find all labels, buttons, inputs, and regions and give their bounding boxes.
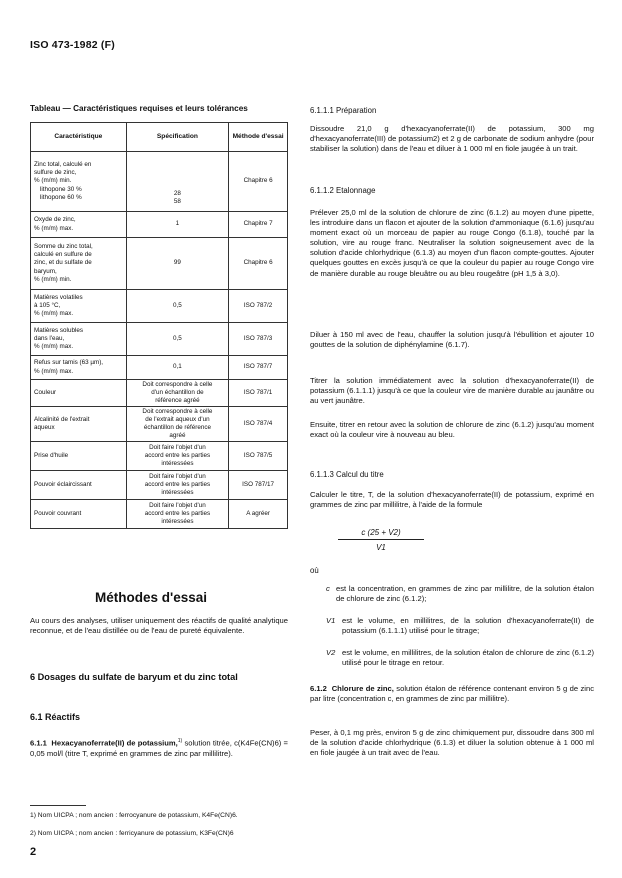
cell-specification <box>126 356 229 380</box>
definition-v1: est le volume, en millilitres, de la solution d'hexacyanoferrate(II) de potassium (6.1.1.1) utilisé pour le titrage; <box>342 616 594 636</box>
symbol-c: c <box>326 584 330 593</box>
characteristic-subline: lithopone 60 % <box>40 193 82 201</box>
cell-method: ISO 787/5 <box>229 442 288 471</box>
specification-line: accord entre les parties <box>144 452 211 460</box>
section-6-title: 6 Dosages du sulfate de baryum et du zinc total <box>30 672 238 682</box>
table-row <box>31 407 288 442</box>
cell-characteristic <box>31 212 127 238</box>
cell-method: ISO 787/2 <box>229 290 288 323</box>
specification-line: Doit faire l'objet d'un <box>149 444 206 452</box>
footnote-ref-1: 1) <box>177 738 183 744</box>
cell-characteristic <box>31 356 127 380</box>
section-6-1-2-text: solution étalon de référence contenant environ 5 g de zinc par litre (concentration c, en grammes de zinc par millilitre). <box>310 684 594 704</box>
characteristic-subline: lithopone 30 % <box>40 185 82 193</box>
specification-line: accord entre les parties <box>144 510 211 518</box>
page-number: 2 <box>30 846 37 858</box>
standard-header: ISO 473-1982 (F) <box>30 39 115 51</box>
characteristic-line: Refus sur tamis (63 µm), <box>34 359 104 367</box>
cell-characteristic <box>31 380 127 407</box>
cell-specification <box>126 442 229 471</box>
section-6-1-1-2-para-3: Titrer la solution immédiatement avec la solution d'hexacyanoferrate(II) de potassium (6.1.1.1) jusqu'à ce que la couleur vire de manière durable au jaunâtre ou au vert jaunâtre. <box>310 376 594 406</box>
formula-denominator: V1 <box>376 543 386 552</box>
table-row <box>31 380 288 407</box>
characteristic-line: baryum, <box>34 267 57 275</box>
col-header-method: Méthode d'essai <box>229 123 288 152</box>
specification-line: Doit faire l'objet d'un <box>149 502 206 510</box>
section-6-1-2 <box>310 684 594 704</box>
section-6-1-1-2-para-1: Prélever 25,0 ml de la solution de chlorure de zinc (6.1.2) au moyen d'une pipette, les introduire dans un flacon et ajouter de la solution d'ammoniaque (6.1.6) jusqu'au moment exact où un morceau de papier au rouge Congo (6.1.8), touché par la solution, vire au rouge franc. Neutraliser la solution soigneusement avec de la solution d'acide chlorhydrique (6.1.3) au moyen d'un flacon compte-gouttes. Ajouter quelques gouttes en excès jusqu'à ce que la couleur du papier au rouge Congo vire de manière durable au rouge bleuâtre ou au bleu rougeâtre (pH 1,5 à 3,0). <box>310 208 594 278</box>
specification-line: agréé <box>169 432 186 440</box>
characteristic-line: zinc, et du sulfate de <box>34 259 92 267</box>
footnote-1: 1) Nom UICPA ; nom ancien : ferrocyanure de potassium, K4Fe(CN)6. <box>30 812 238 819</box>
characteristic-line: aqueux <box>34 424 55 432</box>
specification-line: de l'extrait aqueux d'un <box>145 416 210 424</box>
specification-line: 28 <box>173 189 181 197</box>
methods-intro: Au cours des analyses, utiliser uniquement des réactifs de qualité analytique reconnue, et de l'eau distillée ou de l'eau de pureté équivalente. <box>30 616 288 636</box>
table-row <box>31 323 288 356</box>
specification-line: 0,5 <box>173 334 182 342</box>
characteristic-line: sulfure de zinc, <box>34 169 77 177</box>
table-row <box>31 290 288 323</box>
symbol-v2: V2 <box>326 648 336 657</box>
definition-c: est la concentration, en grammes de zinc par millilitre, de la solution étalon de chlorure de zinc (6.1.2); <box>336 584 594 604</box>
section-6-1-2-number: 6.1.2 <box>310 684 327 693</box>
formula-numerator: c (25 + V2) <box>338 528 424 540</box>
cell-specification <box>126 323 229 356</box>
cell-specification <box>126 212 229 238</box>
specification-line: d'un échantillon de <box>151 389 204 397</box>
characteristic-line: Matières solubles <box>34 326 83 334</box>
specification-line: 0,5 <box>173 301 182 309</box>
cell-method: ISO 787/7 <box>229 356 288 380</box>
specification-line: Doit correspondre à celle <box>142 381 213 388</box>
table-row <box>31 238 288 290</box>
section-6-1-1 <box>30 738 288 759</box>
cell-characteristic <box>31 152 127 212</box>
section-6-1-1-text: solution titrée, c(K4Fe(CN)6) = 0,05 mol/l (titre T, exprimé en grammes de zinc par millilitre). <box>30 738 288 758</box>
characteristic-line: % (m/m) max. <box>34 224 74 232</box>
cell-characteristic <box>31 500 127 529</box>
characteristic-line: Somme du zinc total, <box>34 243 93 251</box>
characteristic-line: calculé en sulfure de <box>34 251 92 259</box>
section-6-1-1-2-para-2: Diluer à 150 ml avec de l'eau, chauffer la solution jusqu'à l'ébullition et ajouter 10 gouttes de la solution de diphénylamine (6.1.7). <box>310 330 594 350</box>
table-row <box>31 471 288 500</box>
col-header-characteristic: Caractéristique <box>31 123 127 152</box>
characteristic-line: Pouvoir éclaircissant <box>34 481 92 489</box>
cell-characteristic <box>31 442 127 471</box>
cell-specification <box>126 471 229 500</box>
definition-v2: est le volume, en millilitres, de la solution étalon de chlorure de zinc (6.1.2) utilisé pour le titrage en retour. <box>342 648 594 668</box>
footnote-2: 2) Nom UICPA ; nom ancien : ferricyanure de potassium, K3Fe(CN)6 <box>30 830 234 837</box>
specification-line: échantillon de référence <box>143 424 212 432</box>
cell-method: A agréer <box>229 500 288 529</box>
characteristic-line: % (m/m) max. <box>34 343 74 351</box>
specification-line: 0,1 <box>173 363 182 371</box>
characteristic-line: Pouvoir couvrant <box>34 510 82 518</box>
section-6-1-2-title: Chlorure de zinc, <box>331 684 394 693</box>
specification-line: 1 <box>175 220 180 228</box>
specification-line: Doit correspondre à celle <box>142 408 213 416</box>
titre-formula <box>338 528 424 552</box>
cell-specification <box>126 152 229 212</box>
cell-characteristic <box>31 290 127 323</box>
symbol-v1: V1 <box>326 616 336 625</box>
table-row <box>31 152 288 212</box>
section-6-1-title: 6.1 Réactifs <box>30 712 81 722</box>
requirements-table <box>30 122 288 529</box>
table-row <box>31 442 288 471</box>
section-6-1-1-3-title: 6.1.1.3 Calcul du titre <box>310 470 384 479</box>
characteristic-line: % (m/m) max. <box>34 310 74 318</box>
cell-method: ISO 787/3 <box>229 323 288 356</box>
section-6-1-1-title: Hexacyanoferrate(II) de potassium, <box>51 738 178 748</box>
section-6-1-1-1-text: Dissoudre 21,0 g d'hexacyanoferrate(II) de potassium, 300 mg d'hexacyanoferrate(III) de potassium2) et 2 g de carbonate de sodium anhydre (pour stabiliser la solution) dans de l'eau et diluer à 1 000 ml en fiole jaugée à un trait. <box>310 124 594 154</box>
characteristic-line: Couleur <box>34 389 57 397</box>
specification-line: intéressées <box>161 518 194 526</box>
characteristic-line: Alcalinité de l'extrait <box>34 416 90 424</box>
characteristic-line: % (m/m) min. <box>34 177 72 185</box>
section-6-1-1-1-title: 6.1.1.1 Préparation <box>310 106 377 115</box>
cell-characteristic <box>31 407 127 442</box>
characteristic-line: Zinc total, calculé en <box>34 161 92 169</box>
cell-method: Chapitre 6 <box>229 152 288 212</box>
methods-title: Méthodes d'essai <box>95 590 207 605</box>
cell-method: ISO 787/4 <box>229 407 288 442</box>
section-6-1-2-para-2: Peser, à 0,1 mg près, environ 5 g de zinc chimiquement pur, dissoudre dans 300 ml de la solution d'acide chlorhydrique (6.1.3) et diluer la solution obtenue à 1 000 ml en fiole jaugée à un trait avec de l'eau. <box>310 728 594 758</box>
characteristic-line: Matières volatiles <box>34 293 83 301</box>
table-row <box>31 500 288 529</box>
col-header-specification: Spécification <box>126 123 229 152</box>
cell-method: Chapitre 7 <box>229 212 288 238</box>
cell-specification <box>126 290 229 323</box>
specification-line: Doit faire l'objet d'un <box>149 473 206 481</box>
cell-characteristic <box>31 238 127 290</box>
cell-characteristic <box>31 323 127 356</box>
cell-method: ISO 787/17 <box>229 471 288 500</box>
specification-line: intéressées <box>161 489 194 497</box>
section-6-1-1-2-para-4: Ensuite, titrer en retour avec la solution de chlorure de zinc (6.1.2) jusqu'au moment exact où la couleur vire à nouveau au bleu. <box>310 420 594 440</box>
table-row <box>31 356 288 380</box>
characteristic-line: à 105 °C, <box>34 301 61 309</box>
section-6-1-1-3-text: Calculer le titre, T, de la solution d'hexacyanoferrate(II) de potassium, exprimé en grammes de zinc par millilitre, à l'aide de la formule <box>310 490 594 510</box>
characteristic-line: % (m/m) max. <box>34 367 74 375</box>
table-header-row <box>31 123 288 152</box>
cell-specification <box>126 380 229 407</box>
cell-method: ISO 787/1 <box>229 380 288 407</box>
specification-line: référence agréé <box>155 397 200 405</box>
specification-line: accord entre les parties <box>144 481 211 489</box>
specification-line: intéressées <box>161 460 194 468</box>
cell-specification <box>126 238 229 290</box>
section-6-1-1-2-title: 6.1.1.2 Etalonnage <box>310 186 376 195</box>
table-caption: Tableau — Caractéristiques requises et leurs tolérances <box>30 104 248 113</box>
where-label: où <box>310 566 319 575</box>
characteristic-line: dans l'eau, <box>34 334 65 342</box>
cell-method: Chapitre 6 <box>229 238 288 290</box>
characteristic-line: Oxyde de zinc, <box>34 216 76 224</box>
section-6-1-1-number: 6.1.1 <box>30 738 47 748</box>
footnote-divider <box>30 805 86 806</box>
characteristic-line: Prise d'huile <box>34 452 69 460</box>
characteristic-line: % (m/m) min. <box>34 275 72 283</box>
specification-line: 58 <box>173 197 181 205</box>
cell-specification <box>126 500 229 529</box>
cell-specification <box>126 407 229 442</box>
table-row <box>31 212 288 238</box>
cell-characteristic <box>31 471 127 500</box>
specification-line: 99 <box>173 259 181 267</box>
